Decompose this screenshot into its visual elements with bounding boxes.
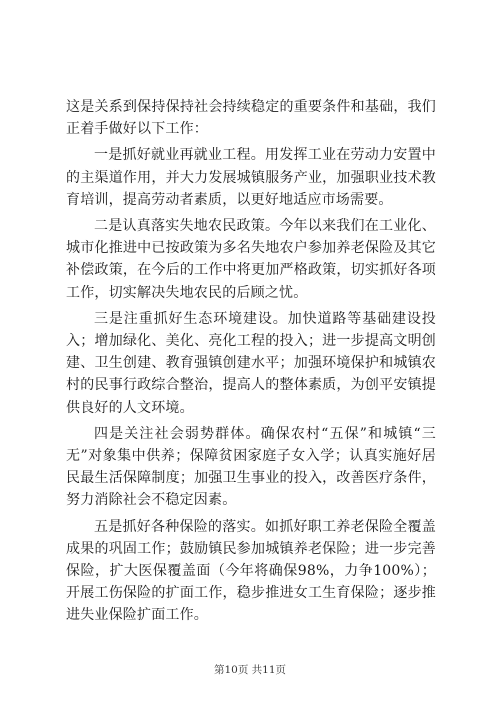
paragraph-vulnerable-groups: 四是关注社会弱势群体。确保农村“五保”和城镇“三无”对象集中供养；保障贫困家庭子女入学；认真实施好居民最生活保障制度；加强卫生事业的投入，改善医疗条件，努力消除社会不稳定因素。: [66, 425, 436, 509]
document-body: [66, 96, 436, 631]
page-footer: 第10页 共11页: [213, 664, 287, 676]
paragraph-environment: 三是注重抓好生态环境建设。加快道路等基础建设投入；增加绿化、美化、亮化工程的投入；进一步提高文明创建、卫生创建、教育强镇创建水平；加强环境保护和城镇农村的民事行政综合整治，提高人的整体素质，为创平安镇提供良好的人文环境。: [66, 310, 436, 416]
paragraph-employment: 一是抓好就业再就业工程。用发挥工业在劳动力安置中的主渠道作用，并大力发展城镇服务产业，加强职业技术教育培训，提高劳动者素质，以更好地适应市场需要。: [66, 147, 436, 208]
paragraph-insurance: 五是抓好各种保险的落实。如抓好职工养老保险全覆盖成果的巩固工作；鼓励镇民参加城镇养老保险；进一步完善保险，扩大医保覆盖面（今年将确保98%，力争100%）；开展工伤保险的扩面工作，稳步推进女工生育保险；逐步推进失业保险扩面工作。: [66, 518, 436, 624]
paragraph-intro: 这是关系到保持保持社会持续稳定的重要条件和基础，我们正着手做好以下工作：: [66, 99, 436, 138]
paragraph-land-farmers: 二是认真落实失地农民政策。今年以来我们在工业化、城市化推进中已按政策为多名失地农户参加养老保险及其它补偿政策，在今后的工作中将更加严格政策，切实抓好各项工作，切实解决失地农民的后顾之忧。: [66, 218, 436, 301]
